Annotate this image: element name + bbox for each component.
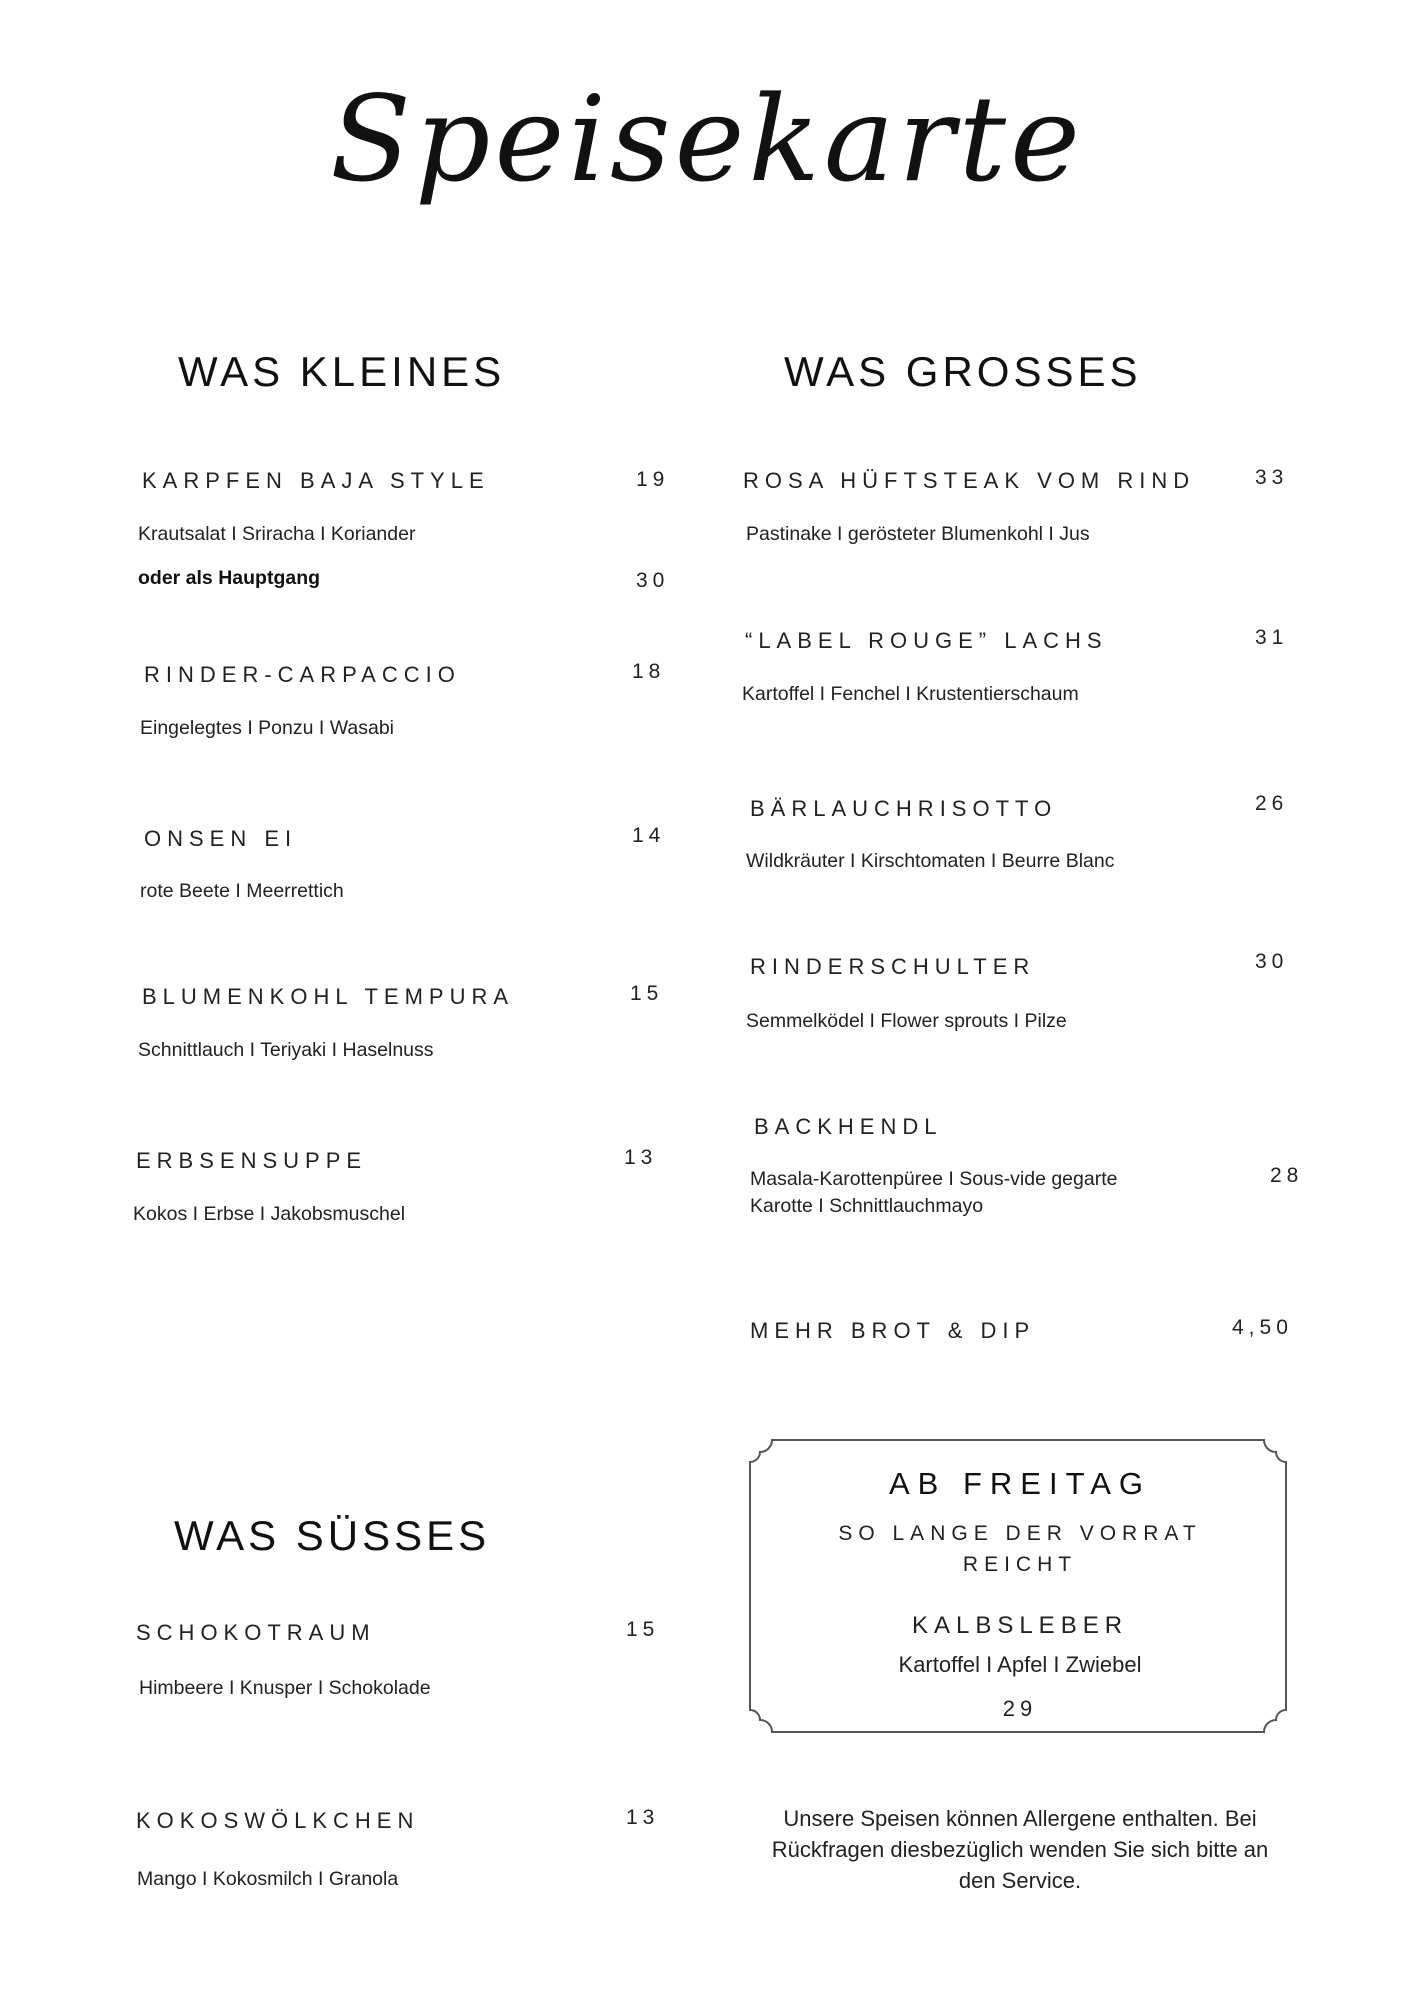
dish-option-price: 30	[636, 569, 670, 592]
dish-name: BACKHENDL	[754, 1114, 943, 1139]
dish-price: 28	[1270, 1164, 1304, 1187]
dish-name: BÄRLAUCHRISOTTO	[750, 796, 1058, 821]
dish-price: 30	[1255, 950, 1289, 973]
dish-description: Wildkräuter I Kirschtomaten I Beurre Blanc	[746, 850, 1115, 872]
special-dish-name: KALBSLEBER	[911, 1612, 1129, 1639]
dish-name: “LABEL ROUGE” LACHS	[745, 628, 1108, 653]
dish-name: SCHOKOTRAUM	[136, 1620, 376, 1645]
section-heading-suesses: WAS SÜSSES	[174, 1512, 491, 1559]
dish-name: ERBSENSUPPE	[136, 1148, 368, 1173]
dish-description: rote Beete I Meerrettich	[140, 880, 344, 902]
dish-price: 31	[1255, 626, 1289, 649]
dish-name: ROSA HÜFTSTEAK VOM RIND	[743, 468, 1196, 493]
dish-price: 19	[636, 468, 670, 491]
dish-name: ONSEN EI	[144, 826, 298, 851]
dish-name-bread: MEHR BROT & DIP	[750, 1318, 1036, 1343]
dish-name: RINDER-CARPACCIO	[144, 662, 461, 687]
dish-option-main-course: oder als Hauptgang	[138, 567, 321, 589]
special-dish-description: Kartoffel I Apfel I Zwiebel	[898, 1652, 1142, 1677]
section-heading-kleines: WAS KLEINES	[178, 348, 506, 395]
special-dish-price: 29	[1002, 1696, 1038, 1721]
dish-description: Krautsalat I Sriracha I Koriander	[138, 523, 416, 545]
dish-name: BLUMENKOHL TEMPURA	[142, 984, 515, 1009]
dish-description: Eingelegtes I Ponzu I Wasabi	[140, 717, 395, 739]
menu-title: Speisekarte	[330, 70, 1084, 208]
dish-price: 26	[1255, 792, 1289, 815]
dish-description-line1: Masala-Karottenpüree I Sous-vide gegarte	[750, 1168, 1118, 1190]
dish-name: RINDERSCHULTER	[750, 954, 1036, 979]
special-title: AB FREITAG	[888, 1466, 1151, 1501]
special-subtitle: SO LANGE DER VORRAT REICHT	[838, 1522, 1202, 1576]
dish-name: KARPFEN BAJA STYLE	[142, 468, 490, 493]
dish-price: 15	[626, 1618, 660, 1641]
section-heading-grosses: WAS GROSSES	[784, 348, 1142, 395]
dish-price: 15	[630, 982, 664, 1005]
dish-price: 14	[632, 824, 666, 847]
dish-description: Kartoffel I Fenchel I Krustentierschaum	[742, 683, 1079, 705]
dish-name: KOKOSWÖLKCHEN	[136, 1808, 420, 1833]
dish-price: 13	[626, 1806, 660, 1829]
dish-price-bread: 4,50	[1232, 1316, 1293, 1339]
dish-description: Mango I Kokosmilch I Granola	[137, 1868, 399, 1890]
dish-description: Kokos I Erbse I Jakobsmuschel	[133, 1203, 406, 1225]
dish-price: 13	[624, 1146, 658, 1169]
dish-description: Pastinake I gerösteter Blumenkohl I Jus	[746, 523, 1090, 545]
dish-description: Himbeere I Knusper I Schokolade	[139, 1677, 431, 1699]
dish-description-line2: Karotte I Schnittlauchmayo	[750, 1195, 984, 1217]
dish-description: Semmelködel I Flower sprouts I Pilze	[746, 1010, 1067, 1032]
allergen-note: Unsere Speisen können Allergene enthalten. Bei Rückfragen diesbezüglich wenden Sie sich bitte an den Service.	[771, 1806, 1269, 1893]
dish-price: 33	[1255, 466, 1289, 489]
dish-price: 18	[632, 660, 666, 683]
dish-description: Schnittlauch I Teriyaki I Haselnuss	[138, 1039, 434, 1061]
